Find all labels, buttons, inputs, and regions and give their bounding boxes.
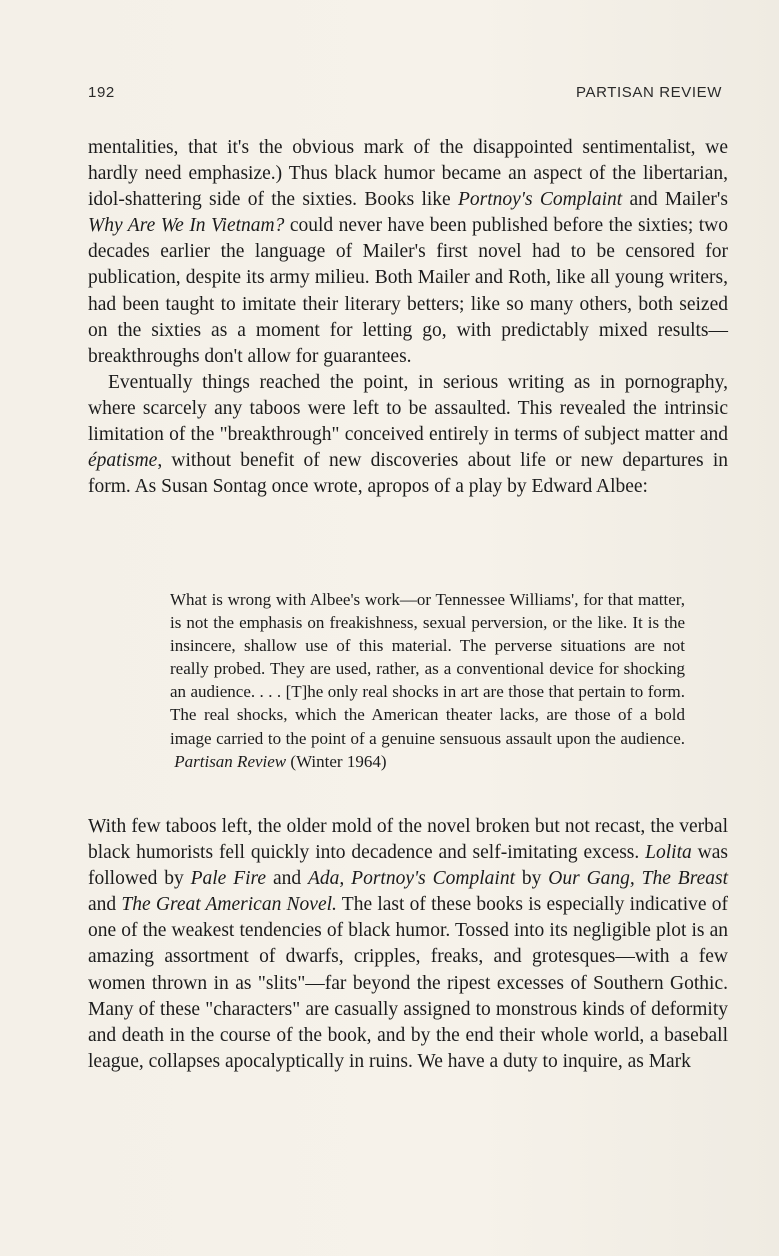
body-text [88, 135, 728, 500]
citation-date: (Winter 1964) [286, 751, 387, 771]
paragraph-3: With few taboos left, the older mold of the novel broken but not recast, the verbal black humorists fell quickly into decadence and self-imitating excess. Lolita was followed by Pale Fire and Ada, Portnoy's Complaint by Our Gang, The Breast and The Great American Novel. The last of these books is especially indicative of one of the weakest tendencies of black humor. Tossed into its negligible plot is an amazing assortment of dwarfs, cripples, freaks, and grotesques—with a few women thrown in as "slits"—far beyond the ripest excesses of Southern Gothic. Many of these "characters" are casually assigned to monstrous kinds of deformity and death in the course of the book, and by the end their whole world, a baseball league, collapses apocalyptically in ruins. We have a duty to inquire, as Mark [88, 816, 729, 1072]
book-title-pale-fire: Pale Fire [190, 868, 267, 890]
page-number: 192 [88, 84, 115, 101]
book-title-portnoys-complaint: Portnoy's Complaint [457, 189, 623, 211]
paragraph-2: Eventually things reached the point, in serious writing as in pornography, where scarcely any taboos were left to be assaulted. This revealed the intrinsic limitation of the "breakthrough" conceived entirely in terms of subject matter and épatisme, without benefit of new discoveries about life or new departures in form. As Susan Sontag once wrote, apropos of a play by Edward Albee: [88, 371, 728, 498]
book-title-great-american-novel: The Great American Novel. [121, 894, 337, 916]
block-quote [170, 588, 685, 773]
running-head: PARTISAN REVIEW [576, 84, 722, 101]
body-text-continued [88, 814, 728, 1075]
quote-text: What is wrong with Albee's work—or Tennessee Williams', for that matter, is not the emphasis on freakishness, sexual perversion, or the like. It is the insincere, shallow use of this material. The perverse situations are not really probed. They are used, rather, as a conventional device for shocking an audience. . . . [T]he only real shocks in art are those that pertain to form. The real shocks, which the American theater lacks, are those of a bold image carried to the point of a genuine sensuous assault upon the audience. Partisan Review (Winter 1964) [170, 590, 685, 771]
book-title-lolita: Lolita [645, 842, 692, 864]
page-header [88, 84, 722, 106]
book-title-why-are-we-in-vietnam: Why Are We In Vietnam? [88, 215, 285, 237]
book-title-ada-portnoy: Ada, Portnoy's Complaint [308, 868, 515, 890]
paragraph-1: mentalities, that it's the obvious mark of the disappointed sentimentalist, we hardly need emphasize.) Thus black humor became an aspect of the libertarian, idol-shattering side of the sixties. Books like Portnoy's Complaint and Mailer's Why Are We In Vietnam? could never have been published before the sixties; two decades earlier the language of Mailer's first novel had to be censored for publication, despite its army milieu. Both Mailer and Roth, like all young writers, had been taught to imitate their literary betters; like so many others, both seized on the sixties as a moment for letting go, with predictably mixed results—breakthroughs don't allow for guarantees. [88, 137, 728, 367]
citation-source: Partisan Review [174, 751, 287, 771]
book-title-our-gang-breast: Our Gang, The Breast [548, 868, 728, 890]
term-epatisme: épatisme [88, 450, 158, 472]
